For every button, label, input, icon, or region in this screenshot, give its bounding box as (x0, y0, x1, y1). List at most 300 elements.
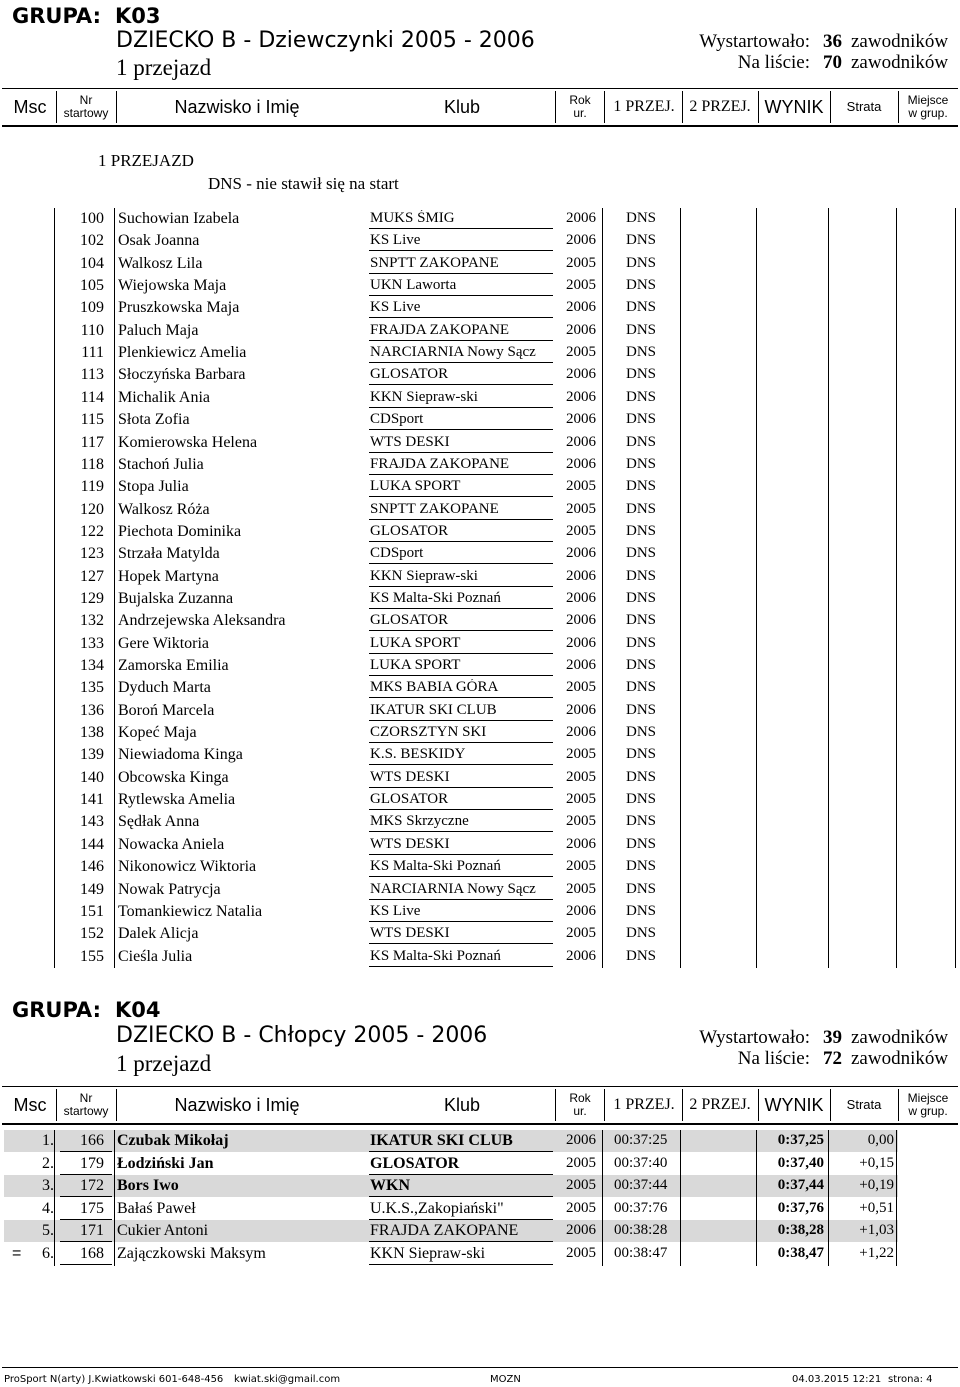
result-gap: 0,00 (867, 1132, 894, 1148)
results-table (0, 1130, 960, 1266)
dns-year: 2005 (566, 746, 596, 763)
dns-status: DNS (626, 925, 657, 942)
result-bib: 168 (80, 1244, 104, 1262)
col-name: Nazwisko i Imię (174, 1094, 300, 1115)
result-bib: 166 (80, 1132, 104, 1149)
dns-bib: 104 (80, 254, 104, 272)
dns-name: Komierowska Helena (118, 433, 258, 451)
dns-year: 2006 (566, 411, 596, 428)
dns-bib: 140 (80, 768, 104, 786)
dns-year: 2005 (566, 277, 596, 294)
dns-bib: 139 (80, 746, 104, 764)
dns-status: DNS (626, 366, 657, 383)
result-mark: = (12, 1244, 22, 1262)
listed2-unit: zawodników (851, 1048, 949, 1069)
dns-row (0, 543, 960, 565)
dns-bib: 155 (80, 947, 104, 965)
dns-name: Zamorska Emilia (118, 657, 229, 674)
dns-status: DNS (626, 791, 657, 808)
dns-name: Tomankiewicz Natalia (118, 902, 263, 920)
dns-row (0, 722, 960, 744)
col-run2: 2 PRZEJ. (689, 1095, 751, 1113)
dns-club: MKS Skrzyczne (370, 813, 469, 830)
result-year: 2005 (566, 1244, 596, 1261)
result-row (0, 1243, 960, 1265)
dns-row (0, 744, 960, 766)
dns-status: DNS (626, 835, 657, 852)
dns-year: 2006 (566, 388, 596, 405)
dns-club: KS Malta-Ski Poznań (370, 589, 501, 606)
dns-status: DNS (626, 746, 657, 763)
dns-bib: 111 (81, 344, 104, 362)
dns-name: Andrzejewska Aleksandra (118, 612, 286, 630)
result-pos: 3. (42, 1177, 54, 1194)
col-club: Klub (443, 1094, 481, 1115)
dns-club: LUKA SPORT (370, 478, 461, 495)
dns-row (0, 253, 960, 275)
dns-bib: 122 (80, 522, 104, 540)
dns-status: DNS (626, 657, 657, 673)
dns-row (0, 923, 960, 945)
col-nr: Nr startowy (63, 93, 109, 120)
dns-bib: 152 (80, 925, 104, 943)
dns-club: NARCIARNIA Nowy Sącz (370, 880, 536, 897)
dns-status: DNS (626, 433, 657, 450)
dns-club: MKS BABIA GÓRA (370, 679, 499, 696)
result-year: 2005 (566, 1199, 596, 1216)
dns-name: Osak Joanna (118, 232, 200, 250)
result-row (0, 1198, 960, 1220)
dns-name: Stopa Julia (118, 478, 189, 496)
result-gap: +1,22 (859, 1244, 894, 1261)
dns-bib: 123 (80, 545, 104, 563)
dns-name: Piechota Dominika (118, 522, 242, 540)
column-header-2 (2, 1086, 958, 1125)
dns-name: Michalik Ania (118, 388, 210, 406)
result-time: 00:38:47 (614, 1244, 668, 1261)
dns-row (0, 342, 960, 364)
dns-club: CDSport (370, 411, 424, 428)
result-name: Cukier Antoni (117, 1222, 209, 1239)
dns-year: 2006 (566, 724, 596, 741)
dns-year: 2006 (566, 657, 596, 673)
col-result: WYNIK (764, 96, 824, 117)
result-year: 2005 (566, 1177, 596, 1193)
dns-status: DNS (626, 545, 657, 562)
dns-name: Cieśla Julia (118, 947, 193, 965)
col-msc: Msc (13, 1094, 47, 1115)
dns-row (0, 700, 960, 722)
dns-status: DNS (626, 858, 657, 875)
listed-count: 70 (823, 52, 842, 73)
dns-status: DNS (626, 321, 657, 338)
dns-name: Bujalska Zuzanna (118, 589, 234, 607)
dns-club: SNPTT ZAKOPANE (370, 500, 499, 517)
dns-year: 2006 (566, 299, 596, 316)
dns-row (0, 811, 960, 833)
dns-name: Strzała Matylda (118, 545, 220, 563)
footer-code: MOZN (490, 1374, 521, 1385)
result-row (0, 1130, 960, 1152)
category2-title: DZIECKO B - Chłopcy 2005 - 2006 (116, 1023, 488, 1048)
dns-status: DNS (626, 567, 657, 584)
dns-year: 2005 (566, 858, 596, 875)
col-name: Nazwisko i Imię (174, 96, 300, 117)
dns-row (0, 387, 960, 409)
dns-status: DNS (626, 768, 657, 785)
group2-label: GRUPA: (12, 998, 101, 1022)
dns-club: UKN Laworta (370, 277, 457, 294)
dns-status: DNS (626, 210, 657, 226)
dns-status: DNS (626, 500, 657, 517)
dns-status: DNS (626, 612, 657, 629)
dns-status: DNS (626, 902, 657, 919)
dns-year: 2006 (566, 366, 596, 383)
dns-name: Niewiadoma Kinga (118, 746, 243, 764)
dns-bib: 120 (80, 500, 104, 518)
result-time: 00:37:76 (614, 1199, 668, 1216)
dns-bib: 119 (80, 478, 104, 496)
dns-status: DNS (626, 947, 657, 964)
page-footer (2, 1367, 958, 1386)
dns-year: 2006 (566, 835, 596, 852)
dns-bib: 151 (80, 902, 104, 920)
footer-software: ProSport N(arty) J.Kwiatkowski 601-648-456 (4, 1374, 224, 1385)
result-result: 0:38,28 (777, 1222, 824, 1238)
result-time: 00:37:25 (614, 1132, 668, 1148)
dns-year: 2006 (566, 902, 596, 919)
result-name: Łodziński Jan (117, 1154, 214, 1172)
dns-bib: 149 (80, 880, 104, 898)
dns-club: WTS DESKI (370, 768, 450, 785)
dns-status: DNS (626, 277, 657, 294)
result-time: 00:37:44 (614, 1177, 668, 1193)
dns-row (0, 834, 960, 856)
dns-name: Walkosz Lila (118, 254, 203, 272)
dns-status: DNS (626, 411, 657, 428)
started2-unit: zawodników (851, 1027, 949, 1048)
column-rule (602, 1130, 603, 1266)
result-name: Zajączkowski Maksym (117, 1244, 266, 1262)
dns-row (0, 409, 960, 431)
dns-year: 2006 (566, 589, 596, 606)
dns-status: DNS (626, 232, 657, 249)
dns-row (0, 901, 960, 923)
dns-row (0, 566, 960, 588)
column-rule (680, 1130, 681, 1266)
dns-club: WTS DESKI (370, 835, 450, 852)
group-label: GRUPA: (12, 4, 101, 28)
dns-status: DNS (626, 724, 657, 741)
dns-row (0, 364, 960, 386)
result-club: WKN (370, 1177, 410, 1194)
result-name: Czubak Mikołaj (117, 1132, 229, 1149)
dns-status: DNS (626, 701, 657, 718)
group-code: K03 (115, 4, 161, 28)
result-club: KKN Siepraw-ski (370, 1244, 486, 1262)
dns-table (0, 208, 960, 968)
started-count: 36 (823, 31, 842, 52)
dns-bib: 127 (80, 567, 104, 585)
dns-club: GLOSATOR (370, 791, 449, 808)
dns-bib: 114 (80, 388, 104, 406)
footer-page: strona: 4 (888, 1374, 933, 1385)
dns-club: KS Malta-Ski Poznań (370, 947, 501, 964)
started-unit: zawodników (851, 31, 949, 52)
dns-bib: 102 (80, 232, 104, 250)
col-msc: Msc (13, 96, 47, 117)
dns-club: CDSport (370, 545, 424, 562)
dns-year: 2006 (566, 545, 596, 562)
dns-name: Rytlewska Amelia (118, 791, 236, 809)
result-gap: +0,19 (859, 1177, 894, 1193)
dns-row (0, 946, 960, 968)
result-pos: 6. (42, 1244, 54, 1262)
dns-status: DNS (626, 299, 657, 316)
column-rule (756, 1130, 757, 1266)
dns-bib: 136 (80, 701, 104, 719)
dns-row (0, 767, 960, 789)
result-pos: 1. (42, 1132, 54, 1149)
dns-row (0, 476, 960, 498)
dns-status: DNS (626, 344, 657, 361)
result-result: 0:37,25 (777, 1132, 824, 1148)
dns-row (0, 879, 960, 901)
column-rule (828, 1130, 829, 1266)
col-place: Miejsce w grup. (907, 1091, 949, 1118)
dns-status: DNS (626, 589, 657, 606)
dns-bib: 110 (80, 321, 104, 339)
dns-year: 2006 (566, 321, 596, 338)
result-result: 0:37,40 (777, 1154, 824, 1171)
dns-section-subtitle: DNS - nie stawił się na start (208, 174, 399, 193)
dns-bib: 129 (80, 589, 104, 607)
dns-year: 2006 (566, 433, 596, 450)
dns-name: Dalek Alicja (118, 925, 199, 943)
run-title: 1 przejazd (116, 55, 212, 80)
result-result: 0:37,44 (777, 1177, 824, 1193)
dns-name: Nowacka Aniela (118, 835, 225, 853)
dns-name: Obcowska Kinga (118, 768, 229, 786)
result-name: Bałaś Paweł (117, 1199, 196, 1217)
dns-name: Paluch Maja (118, 321, 199, 339)
dns-bib: 115 (80, 411, 104, 429)
dns-club: WTS DESKI (370, 925, 450, 942)
result-result: 0:37,76 (777, 1199, 824, 1216)
dns-status: DNS (626, 455, 657, 472)
col-nr: Nr startowy (63, 1091, 109, 1118)
dns-bib: 117 (80, 433, 104, 451)
col-result: WYNIK (764, 1094, 824, 1115)
dns-name: Dyduch Marta (118, 679, 211, 697)
col-club: Klub (443, 96, 481, 117)
dns-name: Nowak Patrycja (118, 880, 221, 898)
dns-club: MUKS ŚMIG (370, 210, 455, 226)
dns-year: 2006 (566, 701, 596, 718)
result-year: 2006 (566, 1222, 596, 1238)
dns-name: Słota Zofia (118, 411, 190, 429)
dns-name: Kopeć Maja (118, 724, 197, 742)
dns-bib: 134 (80, 657, 104, 674)
dns-year: 2006 (566, 210, 596, 226)
dns-club: IKATUR SKI CLUB (370, 701, 497, 718)
dns-row (0, 208, 960, 230)
dns-year: 2006 (566, 634, 596, 651)
result-bib: 175 (80, 1199, 104, 1217)
dns-club: GLOSATOR (370, 522, 449, 539)
dns-status: DNS (626, 478, 657, 495)
result-result: 0:38,47 (777, 1244, 824, 1261)
result-year: 2005 (566, 1154, 596, 1171)
dns-club: KKN Siepraw-ski (370, 567, 478, 584)
started-label: Wystartowało: (699, 31, 810, 52)
dns-status: DNS (626, 254, 657, 271)
dns-year: 2005 (566, 344, 596, 361)
dns-status: DNS (626, 634, 657, 651)
dns-club: FRAJDA ZAKOPANE (370, 321, 510, 338)
dns-year: 2006 (566, 947, 596, 964)
dns-year: 2005 (566, 500, 596, 517)
dns-status: DNS (626, 880, 657, 897)
dns-year: 2006 (566, 232, 596, 249)
dns-row (0, 521, 960, 543)
dns-bib: 109 (80, 299, 104, 317)
dns-name: Nikonowicz Wiktoria (118, 858, 257, 876)
result-pos: 4. (42, 1199, 54, 1217)
dns-row (0, 454, 960, 476)
dns-bib: 133 (80, 634, 104, 652)
result-gap: +0,15 (859, 1154, 894, 1171)
dns-bib: 113 (80, 366, 104, 384)
category-title: DZIECKO B - Dziewczynki 2005 - 2006 (116, 28, 535, 53)
dns-bib: 144 (80, 835, 104, 853)
dns-bib: 135 (80, 679, 104, 697)
dns-name: Gere Wiktoria (118, 634, 210, 652)
dns-club: GLOSATOR (370, 366, 449, 383)
result-club: IKATUR SKI CLUB (370, 1132, 513, 1149)
dns-row (0, 610, 960, 632)
dns-club: CZORSZTYN SKI (370, 724, 487, 741)
dns-name: Słoczyńska Barbara (118, 366, 246, 384)
dns-row (0, 856, 960, 878)
result-year: 2006 (566, 1132, 596, 1148)
dns-bib: 105 (80, 277, 104, 295)
result-name: Bors Iwo (117, 1177, 179, 1194)
result-pos: 2. (42, 1154, 54, 1172)
dns-status: DNS (626, 522, 657, 539)
dns-bib: 143 (80, 813, 104, 831)
col-run2: 2 PRZEJ. (689, 97, 751, 115)
dns-bib: 138 (80, 724, 104, 742)
dns-status: DNS (626, 388, 657, 405)
dns-year: 2005 (566, 478, 596, 495)
dns-row (0, 789, 960, 811)
result-time: 00:38:28 (614, 1222, 668, 1238)
dns-club: KS Live (370, 902, 421, 919)
dns-row (0, 588, 960, 610)
col-place: Miejsce w grup. (907, 93, 949, 120)
dns-row (0, 633, 960, 655)
dns-row (0, 297, 960, 319)
dns-status: DNS (626, 679, 657, 696)
result-row (0, 1220, 960, 1242)
dns-club: LUKA SPORT (370, 657, 461, 673)
dns-row (0, 677, 960, 699)
col-run1: 1 PRZEJ. (613, 1095, 675, 1113)
result-gap: +1,03 (859, 1222, 894, 1238)
result-row (0, 1175, 960, 1197)
dns-bib: 100 (80, 210, 104, 227)
dns-year: 2006 (566, 567, 596, 584)
col-year: Rok ur. (569, 1091, 591, 1118)
dns-year: 2005 (566, 679, 596, 696)
dns-year: 2006 (566, 455, 596, 472)
result-club: U.K.S.,Zakopiański" (370, 1199, 504, 1217)
dns-name: Suchowian Izabela (118, 210, 240, 227)
dns-year: 2005 (566, 880, 596, 897)
listed-unit: zawodników (851, 52, 949, 73)
dns-year: 2005 (566, 254, 596, 271)
result-bib: 179 (80, 1154, 104, 1172)
dns-club: NARCIARNIA Nowy Sącz (370, 344, 536, 361)
dns-name: Sędłak Anna (118, 813, 200, 831)
col-year: Rok ur. (569, 93, 591, 120)
dns-row (0, 499, 960, 521)
dns-row (0, 320, 960, 342)
dns-bib: 141 (80, 791, 104, 809)
column-rule (896, 1130, 897, 1266)
dns-club: KS Live (370, 299, 421, 316)
group2-code: K04 (115, 998, 161, 1022)
dns-bib: 132 (80, 612, 104, 630)
result-club: GLOSATOR (370, 1154, 460, 1172)
started2-label: Wystartowało: (699, 1027, 810, 1048)
dns-club: K.S. BESKIDY (370, 746, 466, 763)
dns-year: 2006 (566, 612, 596, 629)
result-time: 00:37:40 (614, 1154, 668, 1171)
dns-year: 2005 (566, 791, 596, 808)
started2-count: 39 (823, 1027, 842, 1048)
dns-status: DNS (626, 813, 657, 830)
dns-bib: 146 (80, 858, 104, 876)
result-gap: +0,51 (859, 1199, 894, 1216)
dns-club: KS Malta-Ski Poznań (370, 858, 501, 875)
dns-year: 2005 (566, 813, 596, 830)
dns-year: 2005 (566, 768, 596, 785)
column-rule (114, 1130, 115, 1266)
dns-row (0, 432, 960, 454)
col-gap: Strata (846, 1097, 882, 1113)
listed-label: Na liście: (737, 52, 810, 73)
col-run1: 1 PRZEJ. (613, 97, 675, 115)
dns-year: 2005 (566, 522, 596, 539)
listed2-count: 72 (823, 1048, 842, 1069)
dns-name: Pruszkowska Maja (118, 299, 240, 317)
dns-name: Walkosz Róża (118, 500, 210, 518)
dns-club: KKN Siepraw-ski (370, 388, 478, 405)
footer-email: kwiat.ski@gmail.com (234, 1374, 341, 1385)
run2-title: 1 przejazd (116, 1051, 212, 1076)
dns-club: GLOSATOR (370, 612, 449, 629)
col-gap: Strata (846, 99, 882, 115)
dns-bib: 118 (80, 455, 104, 473)
dns-name: Boroń Marcela (118, 701, 215, 719)
result-club: FRAJDA ZAKOPANE (370, 1222, 519, 1239)
dns-club: SNPTT ZAKOPANE (370, 254, 499, 271)
dns-club: FRAJDA ZAKOPANE (370, 455, 510, 472)
dns-name: Wiejowska Maja (118, 277, 227, 295)
dns-club: WTS DESKI (370, 433, 450, 450)
